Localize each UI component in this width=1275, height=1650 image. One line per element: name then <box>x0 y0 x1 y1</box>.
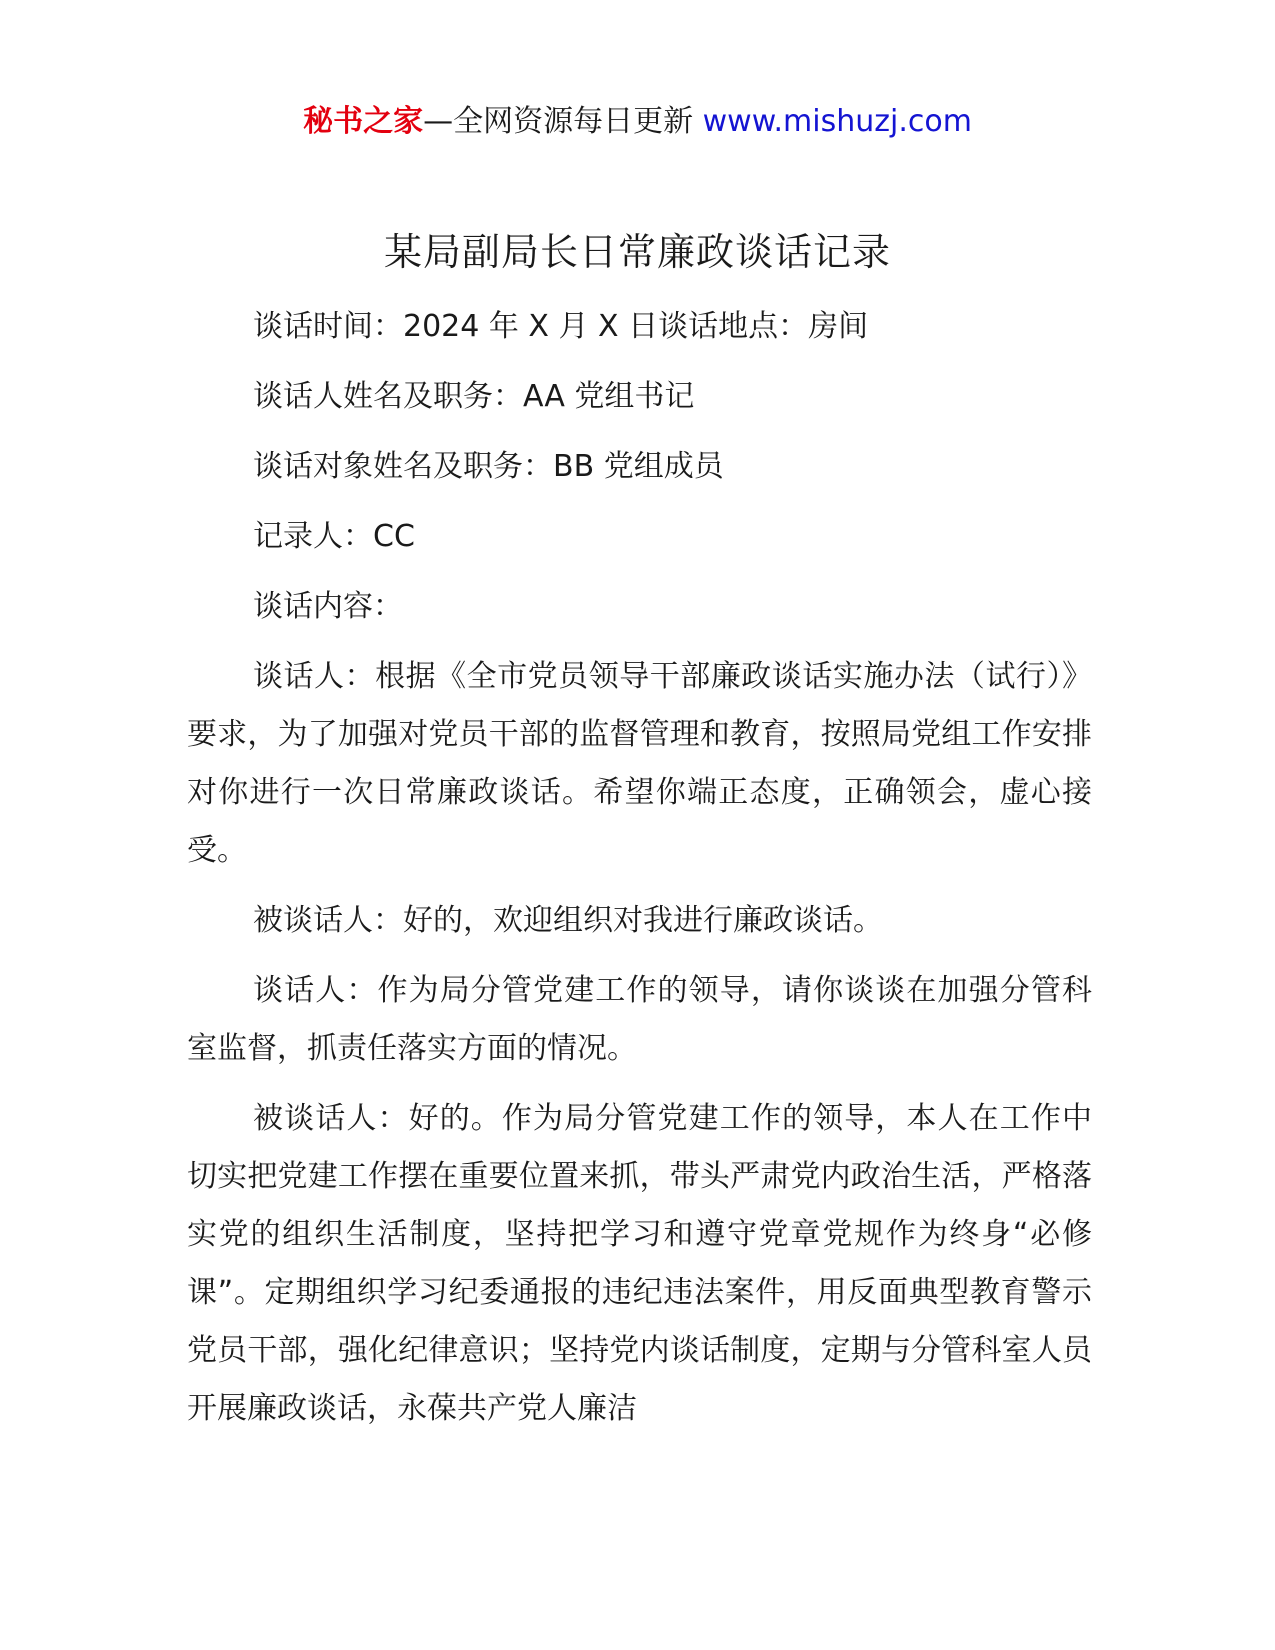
meta-recorder: 记录人：CC <box>253 519 415 554</box>
meta-time-place: 谈话时间：2024 年 X 月 X 日谈话地点：房间 <box>253 309 869 344</box>
paragraph: 被谈话人：好的。作为局分管党建工作的领导，本人在工作中切实把党建工作摆在重要位置来抓，带头严肃党内政治生活，严格落实党的组织生活制度，坚持把学习和遵守党章党规作为终身“必修课”。定期组织学习纪委通报的违纪违法案件，用反面典型教育警示党员干部，强化纪律意识；坚持党内谈话制度，定期与分管科室人员开展廉政谈话，永葆共产党人廉洁 <box>187 1101 1092 1426</box>
paragraph: 谈话人：作为局分管党建工作的领导，请你谈谈在加强分管科室监督，抓责任落实方面的情况。 <box>187 973 1092 1066</box>
document-body <box>187 298 1092 1450</box>
header-tagline: —全网资源每日更新 <box>423 104 703 139</box>
meta-interviewee: 谈话对象姓名及职务：BB 党组成员 <box>253 449 724 484</box>
brand-name: 秘书之家 <box>303 104 424 139</box>
paragraph: 被谈话人：好的，欢迎组织对我进行廉政谈话。 <box>253 903 883 938</box>
document-title: 某局副局长日常廉政谈话记录 <box>383 230 891 274</box>
meta-interviewer: 谈话人姓名及职务：AA 党组书记 <box>253 379 695 414</box>
site-url-link[interactable]: www.mishuzj.com <box>702 104 972 139</box>
paragraph: 谈话人：根据《全市党员领导干部廉政谈话实施办法（试行）》要求，为了加强对党员干部的监督管理和教育，按照局党组工作安排对你进行一次日常廉政谈话。希望你端正态度，正确领会，虚心接受。 <box>187 659 1092 868</box>
site-header <box>0 100 1275 144</box>
meta-content-label: 谈话内容： <box>253 589 403 624</box>
